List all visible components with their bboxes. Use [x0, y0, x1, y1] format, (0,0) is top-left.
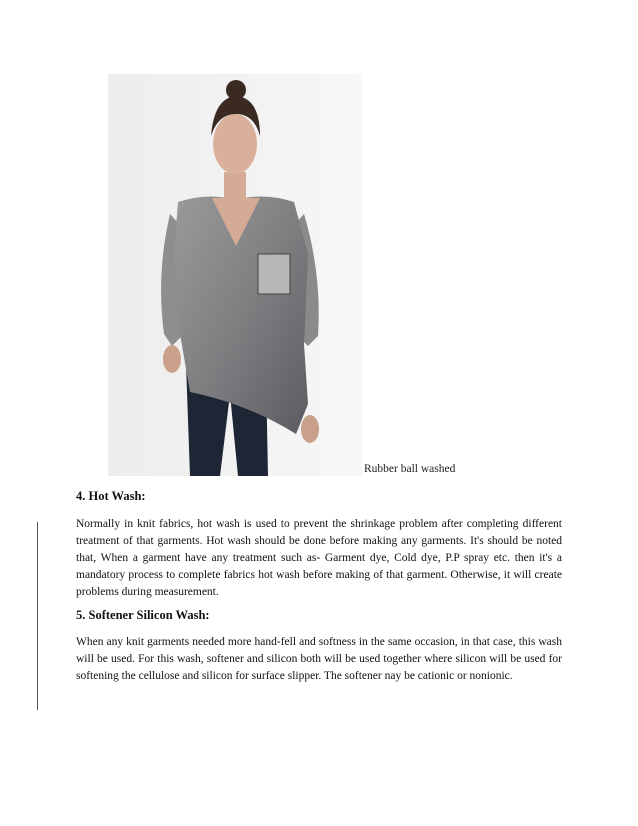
margin-rule — [37, 522, 38, 710]
figure-caption: Rubber ball washed — [364, 463, 456, 475]
section-body-hot-wash: Normally in knit fabrics, hot wash is used to prevent the shrinkage problem after completing different treatment of that garments. Hot wash should be done before making any garments. It's should be noted that, When a garment have any treatment such as- Garment dye, Cold dye, P.P spray etc. then it's a mandatory process to complete fabrics hot wash before making of that garment. Otherwise, it will create problems during measurement. — [76, 518, 562, 598]
section-heading-hot-wash: 4. Hot Wash: — [76, 489, 146, 503]
section-heading-softener-silicon-wash: 5. Softener Silicon Wash: — [76, 608, 210, 622]
section-body-softener-silicon-wash: When any knit garments needed more hand-fell and softness in the same occasion, in that case, this wash will be used. For this wash, softener and silicon both will be used together where silicon will be used for softening the cellulose and silicon for surface slipper. The softener nay be cationic or nonionic. — [76, 636, 562, 682]
garment-photo — [108, 74, 362, 476]
garment-photo-illustration — [108, 74, 362, 476]
